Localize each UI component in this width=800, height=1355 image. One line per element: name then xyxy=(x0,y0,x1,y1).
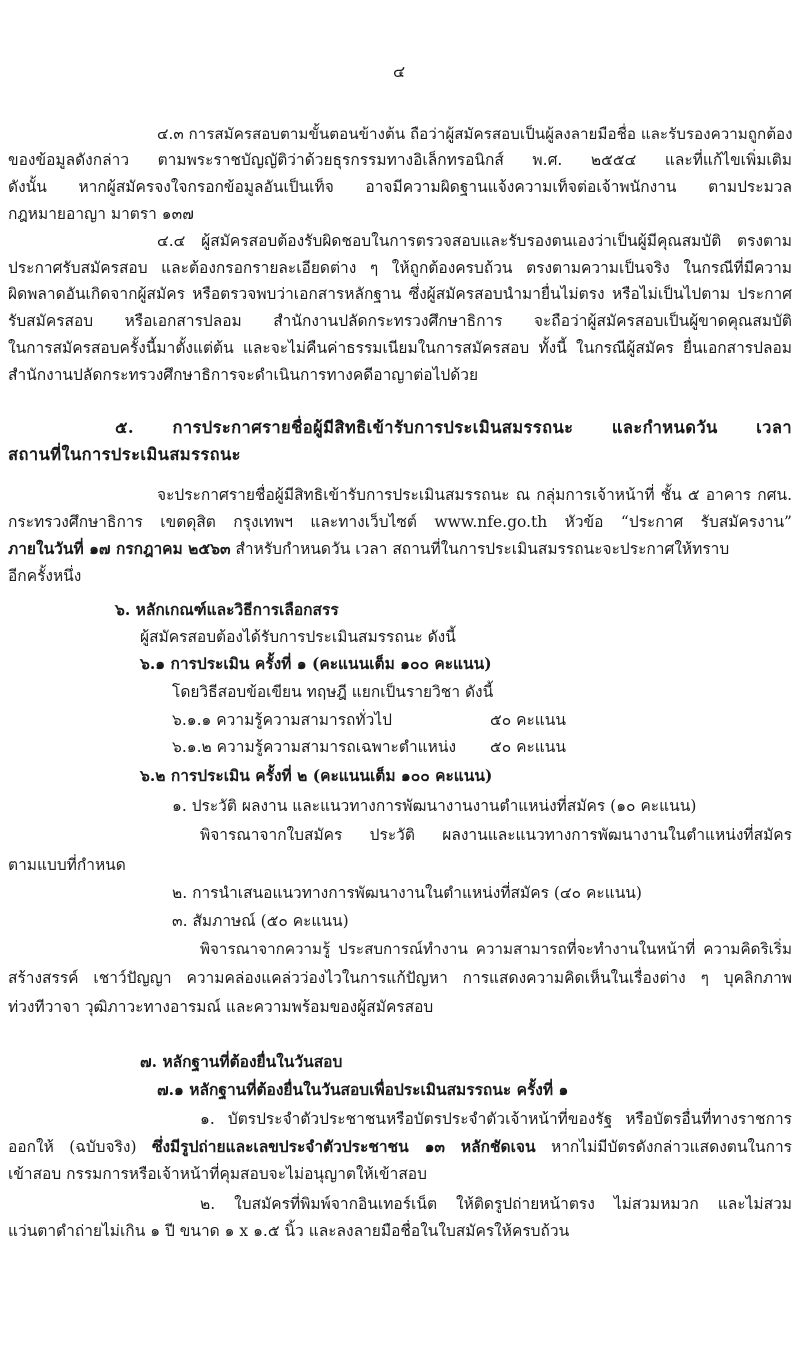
section-6-heading: ๖. หลักเกณฑ์และวิธีการเลือกสรร xyxy=(115,600,339,619)
item-7-1-1-original: ออกให้ (ฉบับจริง) xyxy=(8,1138,152,1156)
section-6-intro: ผู้สมัครสอบต้องได้รับการประเมินสมรรถนะ ดังนี้ xyxy=(140,628,456,646)
paragraph-4-4-line-5: ในการสมัครสอบครั้งนี้มาตั้งแต่ต้น และจะไม่คืนค่าธรรมเนียมในการสมัครสอบ ทั้งนี้ ในกรณีผู้สมัคร ยื่นเอกสารปลอม xyxy=(8,339,792,357)
item-6-2-3-detail-line-2: สร้างสรรค์ เชาว์ปัญญา ความคล่องแคล่วว่องไวในการแก้ปัญหา การแสดงความคิดเห็นในเรื่องต่าง ๆ บุคลิกภาพ xyxy=(8,969,792,987)
section-5-line-4: อีกครั้งหนึ่ง xyxy=(8,567,82,585)
item-7-1-1-line-3: เข้าสอบ กรรมการหรือเจ้าหน้าที่คุมสอบจะไม่อนุญาตให้เข้าสอบ xyxy=(8,1165,427,1183)
section-5-heading-line-1: ๕. การประกาศรายชื่อผู้มีสิทธิเข้ารับการประเมินสมรรถนะ และกำหนดวัน เวลา xyxy=(115,418,792,437)
subject-6-1-1: ๖.๑.๑ ความรู้ความสามารถทั่วไป xyxy=(172,711,392,729)
item-6-2-3-detail-line-1: พิจารณาจากความรู้ ประสบการณ์ทำงาน ความสามารถที่จะทำงานในหน้าที่ ความคิดริเริ่ม xyxy=(200,940,792,958)
paragraph-4-4-line-1: ๔.๔ ผู้สมัครสอบต้องรับผิดชอบในการตรวจสอบและรับรองตนเองว่าเป็นผู้มีคุณสมบัติ ตรงตาม xyxy=(157,232,792,250)
subject-6-1-2-score: ๕๐ คะแนน xyxy=(490,738,566,756)
paragraph-4-3-line-2: ของข้อมูลดังกล่าว ตามพระราชบัญญัติว่าด้วยธุรกรรมทางอิเล็กทรอนิกส์ พ.ศ. ๒๕๕๔ และที่แก้ไขเพิ่มเติม xyxy=(8,151,792,169)
paragraph-4-4-line-6: สำนักงานปลัดกระทรวงศึกษาธิการจะดำเนินการทางคดีอาญาต่อไปด้วย xyxy=(8,366,479,384)
item-6-2-2: ๒. การนำเสนอแนวทางการพัฒนางานในตำแหน่งที่สมัคร (๔๐ คะแนน) xyxy=(172,884,642,902)
section-5-heading-line-2: สถานที่ในการประเมินสมรรถนะ xyxy=(8,445,241,464)
item-6-2-1-detail-line-2: ตามแบบที่กำหนด xyxy=(8,856,126,874)
paragraph-4-4-line-4: รับสมัครสอบ หรือเอกสารปลอม สำนักงานปลัดกระทรวงศึกษาธิการ จะถือว่าผู้สมัครสอบเป็นผู้ขาดคุณสมบัติ xyxy=(8,312,792,330)
section-6-2-heading: ๖.๒ การประเมิน ครั้งที่ ๒ (คะแนนเต็ม ๑๐๐ คะแนน) xyxy=(140,766,493,785)
section-7-heading: ๗. หลักฐานที่ต้องยื่นในวันสอบ xyxy=(140,1052,343,1071)
section-5-line-3 xyxy=(8,539,792,559)
section-6-1-method: โดยวิธีสอบข้อเขียน ทฤษฎี แยกเป็นรายวิชา ดังนี้ xyxy=(172,683,494,701)
announcement-note: สำหรับกำหนดวัน เวลา สถานที่ในการประเมินสมรรถนะจะประกาศให้ทราบ xyxy=(230,540,730,558)
item-7-1-1-note: หากไม่มีบัตรดังกล่าวแสดงตนในการ xyxy=(535,1138,793,1156)
item-7-1-1-requirement: ซึ่งมีรูปถ่ายและเลขประจำตัวประชาชน ๑๓ หลักชัดเจน xyxy=(151,1137,536,1156)
item-6-2-3: ๓. สัมภาษณ์ (๕๐ คะแนน) xyxy=(172,912,349,930)
paragraph-4-3-line-4: กฎหมายอาญา มาตรา ๑๓๗ xyxy=(8,205,194,223)
section-5-line-1: จะประกาศรายชื่อผู้มีสิทธิเข้ารับการประเมินสมรรถนะ ณ กลุ่มการเจ้าหน้าที่ ชั้น ๕ อาคาร กศน. xyxy=(157,486,792,504)
item-6-2-3-detail-line-3: ท่วงทีวาจา วุฒิภาวะทางอารมณ์ และความพร้อมของผู้สมัครสอบ xyxy=(8,998,434,1016)
paragraph-4-3-line-1: ๔.๓ การสมัครสอบตามขั้นตอนข้างต้น ถือว่าผู้สมัครสอบเป็นผู้ลงลายมือชื่อ และรับรองความถูกต้อง xyxy=(157,125,793,143)
paragraph-4-4-line-2: ประกาศรับสมัครสอบ และต้องกรอกรายละเอียดต่าง ๆ ให้ถูกต้องครบถ้วน ตรงตามความเป็นจริง ในกรณีที่มีความ xyxy=(8,259,792,277)
paragraph-4-3-line-3: ดังนั้น หากผู้สมัครจงใจกรอกข้อมูลอันเป็นเท็จ อาจมีความผิดฐานแจ้งความเท็จต่อเจ้าพนักงาน ตามประมวล xyxy=(8,178,792,196)
section-7-1-heading: ๗.๑ หลักฐานที่ต้องยื่นในวันสอบเพื่อประเมินสมรรถนะ ครั้งที่ ๑ xyxy=(157,1080,569,1099)
section-6-1-heading: ๖.๑ การประเมิน ครั้งที่ ๑ (คะแนนเต็ม ๑๐๐ คะแนน) xyxy=(140,654,492,673)
item-6-2-1-detail-line-1: พิจารณาจากใบสมัคร ประวัติ ผลงานและแนวทางการพัฒนางานในตำแหน่งที่สมัคร xyxy=(200,826,792,844)
paragraph-4-4-line-3: ผิดพลาดอันเกิดจากผู้สมัคร หรือตรวจพบว่าเอกสารหลักฐาน ซึ่งผู้สมัครสอบนำมายื่นไม่ตรง หรือไม่เป็นไปตาม ประกาศ xyxy=(8,285,792,303)
item-7-1-1-line-2 xyxy=(8,1137,792,1157)
announcement-date: ภายในวันที่ ๑๗ กรกฎาคม ๒๕๖๓ xyxy=(8,539,231,558)
item-7-1-2-line-2: แว่นตาดำถ่ายไม่เกิน ๑ ปี ขนาด ๑ x ๑.๕ นิ้ว และลงลายมือชื่อในใบสมัครให้ครบถ้วน xyxy=(8,1222,570,1240)
item-6-2-1: ๑. ประวัติ ผลงาน และแนวทางการพัฒนางานงานตำแหน่งที่สมัคร (๑๐ คะแนน) xyxy=(172,797,697,815)
subject-6-1-2: ๖.๑.๒ ความรู้ความสามารถเฉพาะตำแหน่ง xyxy=(172,738,457,756)
item-7-1-1-line-1: ๑. บัตรประจำตัวประชาชนหรือบัตรประจำตัวเจ้าหน้าที่ของรัฐ หรือบัตรอื่นที่ทางราชการ xyxy=(200,1110,792,1128)
page-number: ๔ xyxy=(393,62,406,81)
subject-6-1-1-score: ๕๐ คะแนน xyxy=(490,711,566,729)
item-7-1-2-line-1: ๒. ใบสมัครที่พิมพ์จากอินเทอร์เน็ต ให้ติดรูปถ่ายหน้าตรง ไม่สวมหมวก และไม่สวม xyxy=(200,1195,792,1213)
section-5-line-2: กระทรวงศึกษาธิการ เขตดุสิต กรุงเทพฯ และทางเว็บไซต์ www.nfe.go.th หัวข้อ “ประกาศ รับสมัครงาน” xyxy=(8,513,792,531)
